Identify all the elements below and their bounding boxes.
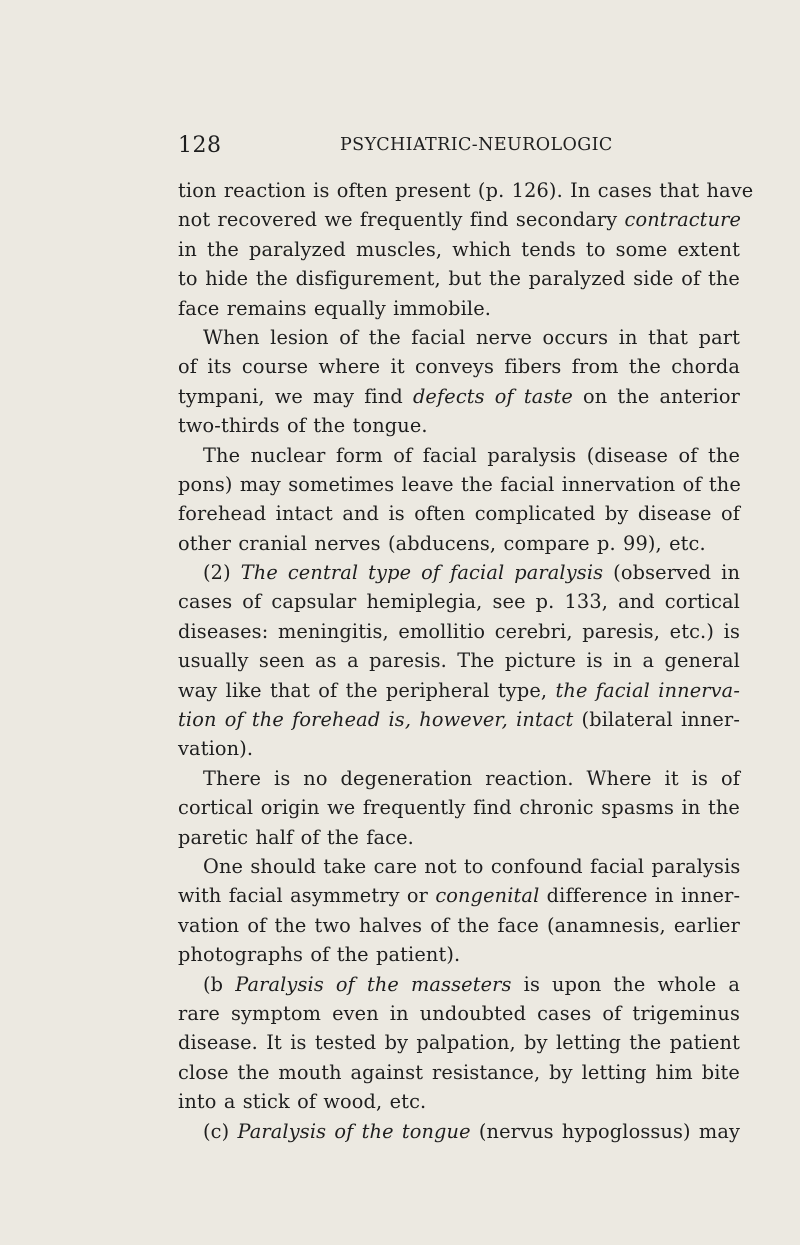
- text-run: of its course where it conveys fibers from the chorda: [178, 355, 740, 379]
- text-line: [178, 1028, 740, 1057]
- text-line: [178, 470, 740, 499]
- text-run: in the paralyzed muscles, which tends to some extent: [178, 237, 740, 261]
- italic-text: Paralysis of the tongue: [237, 1119, 471, 1143]
- text-line: [178, 676, 740, 705]
- running-head: PSYCHIATRIC-NEUROLOGIC: [340, 135, 613, 155]
- text-line: [178, 999, 740, 1028]
- text-line: [178, 852, 740, 881]
- text-line: [178, 529, 740, 558]
- text-run: not recovered we frequently find secondary: [178, 208, 625, 232]
- text-run: disease. It is tested by palpation, by letting the patient: [178, 1031, 740, 1055]
- text-run: (2): [203, 561, 241, 585]
- italic-text: congenital: [435, 884, 540, 908]
- italic-text: The central type of facial paralysis: [240, 561, 604, 585]
- text-run: face remains equally immobile.: [178, 296, 492, 320]
- text-run: photographs of the patient).: [178, 943, 461, 967]
- text-line: [178, 911, 740, 940]
- italic-text: tion of the forehead is, however, intact: [178, 708, 574, 732]
- text-line: [178, 734, 740, 763]
- text-line: [178, 411, 740, 440]
- text-run: There is no degeneration reaction. Where it is of: [203, 766, 740, 790]
- text-run: One should take care not to confound facial paralysis: [203, 854, 741, 878]
- italic-text: contracture: [624, 208, 742, 232]
- text-line: [178, 323, 740, 352]
- text-run: (b: [203, 972, 236, 996]
- text-run: difference in inner-: [539, 884, 741, 908]
- text-line: [178, 764, 740, 793]
- text-line: [178, 352, 740, 381]
- text-line: [178, 881, 740, 910]
- text-run: diseases: meningitis, emollitio cerebri, paresis, etc.) is: [178, 619, 740, 643]
- text-run: paretic half of the face.: [178, 825, 414, 849]
- text-run: on the anterior: [572, 384, 740, 408]
- text-run: tion reaction is often present (p. 126). In cases that have: [178, 179, 754, 202]
- text-line: [178, 587, 740, 616]
- text-line: [178, 1117, 740, 1146]
- text-line: [178, 823, 740, 852]
- text-line: [178, 441, 740, 470]
- text-line: [178, 1058, 740, 1087]
- italic-text: defects of taste: [412, 384, 573, 408]
- text-run: vation of the two halves of the face (anamnesis, earlier: [178, 913, 740, 937]
- text-run: vation).: [178, 737, 254, 761]
- text-line: [178, 617, 740, 646]
- text-line: [178, 235, 740, 264]
- page-header: [178, 133, 738, 163]
- text-run: pons) may sometimes leave the facial innervation of the: [178, 472, 741, 496]
- text-run: close the mouth against resistance, by letting him bite: [178, 1060, 740, 1084]
- text-run: into a stick of wood, etc.: [178, 1090, 427, 1114]
- italic-text: Paralysis of the masseters: [235, 972, 512, 996]
- text-run: tympani, we may find: [178, 384, 413, 408]
- text-line: [178, 793, 740, 822]
- text-run: When lesion of the facial nerve occurs in that part: [203, 325, 740, 349]
- text-run: forehead intact and is often complicated by disease of: [178, 502, 740, 526]
- text-line: [178, 705, 740, 734]
- text-run: (bilateral inner-: [573, 708, 740, 732]
- text-run: with facial asymmetry or: [178, 884, 436, 908]
- text-line: [178, 176, 754, 205]
- text-line: [178, 558, 740, 587]
- text-run: cases of capsular hemiplegia, see p. 133, and cortical: [178, 590, 740, 614]
- text-run: (nervus hypoglossus) may: [470, 1119, 741, 1143]
- text-run: (observed in: [603, 561, 741, 585]
- text-line: [178, 646, 740, 675]
- text-run: The nuclear form of facial paralysis (disease of the: [203, 443, 740, 467]
- text-line: [178, 264, 740, 293]
- text-line: [178, 940, 740, 969]
- text-run: way like that of the peripheral type,: [178, 678, 556, 702]
- text-run: other cranial nerves (abducens, compare p. 99), etc.: [178, 531, 706, 555]
- text-line: [178, 1087, 740, 1116]
- italic-text: the facial innerva-: [555, 678, 740, 702]
- text-run: cortical origin we frequently find chronic spasms in the: [178, 796, 740, 820]
- page-number: 128: [178, 133, 222, 158]
- text-line: [178, 499, 740, 528]
- text-run: two-thirds of the tongue.: [178, 414, 428, 438]
- text-line: [178, 294, 740, 323]
- text-line: [178, 970, 740, 999]
- text-run: to hide the disfigurement, but the paralyzed side of the: [178, 267, 740, 291]
- text-line: [178, 205, 740, 234]
- text-run: rare symptom even in undoubted cases of trigeminus: [178, 1001, 740, 1025]
- text-line: [178, 382, 740, 411]
- text-run: is upon the whole a: [511, 972, 740, 996]
- body-text: [178, 176, 754, 1146]
- text-run: (c): [203, 1119, 238, 1143]
- text-run: usually seen as a paresis. The picture is in a general: [178, 649, 740, 673]
